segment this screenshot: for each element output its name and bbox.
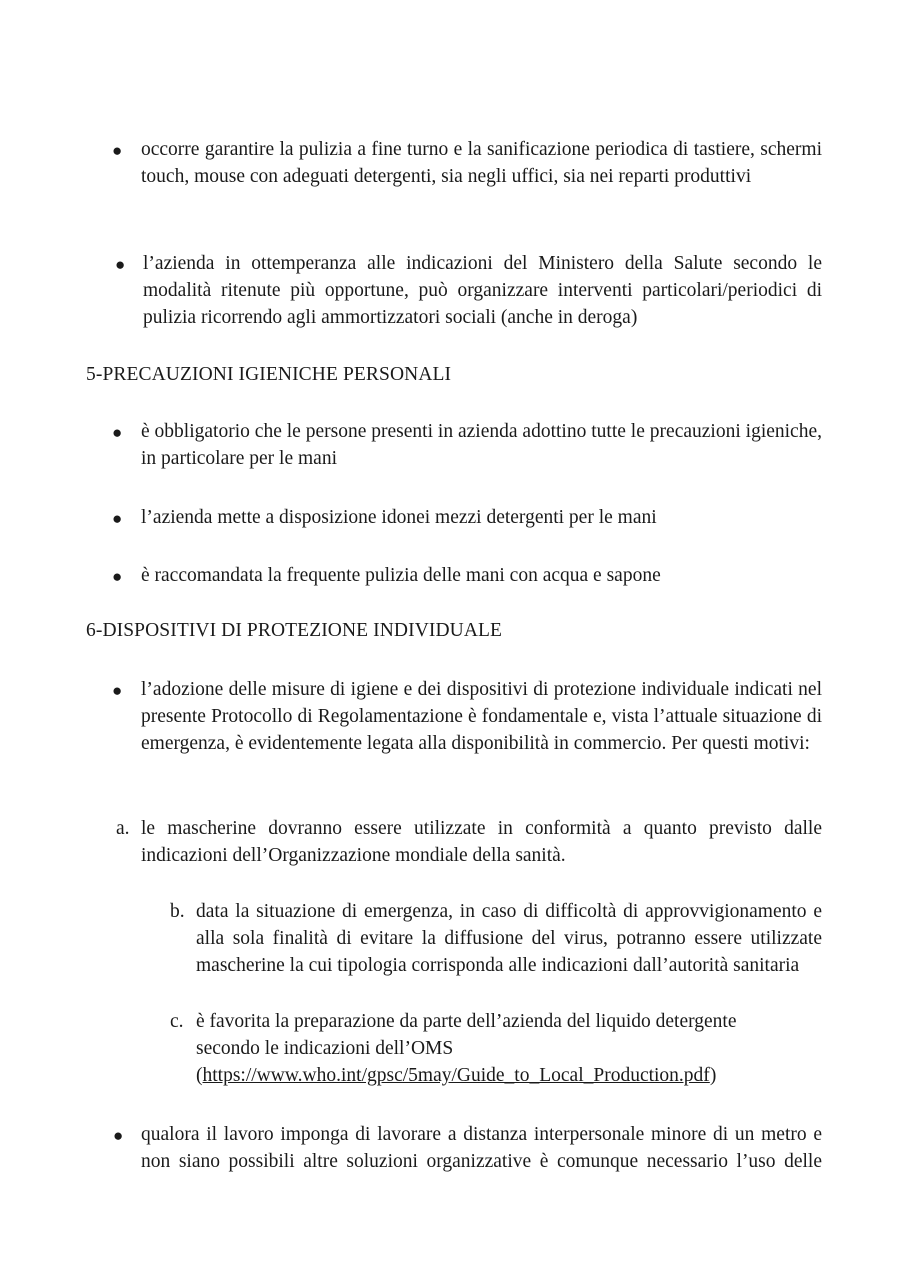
list-item-line: secondo le indicazioni dell’OMS bbox=[196, 1038, 454, 1059]
list-label: c. bbox=[170, 1011, 184, 1032]
who-guide-link[interactable]: https://www.who.int/gpsc/5may/Guide_to_Local_Production.pdf bbox=[202, 1065, 710, 1086]
list-item: le mascherine dovranno essere utilizzate in conformità a quanto previsto dalle indicazioni dell’Organizzazione mondiale della sanità. bbox=[141, 818, 822, 866]
list-label: b. bbox=[170, 901, 185, 922]
bullet-icon: ● bbox=[115, 255, 126, 274]
list-item bbox=[196, 1008, 822, 1089]
bullet-item: è obbligatorio che le persone presenti in azienda adottino tutte le precauzioni igieniche, in particolare per le mani bbox=[141, 421, 822, 469]
list-item-line bbox=[196, 1062, 822, 1089]
bullet-item: l’azienda in ottemperanza alle indicazioni del Ministero della Salute secondo le modalità ritenute più opportune, può organizzare interventi particolari/periodici di pulizia ricorrendo agli ammortizzatori sociali (anche in deroga) bbox=[143, 253, 822, 328]
bullet-item: occorre garantire la pulizia a fine turno e la sanificazione periodica di tastiere, schermi touch, mouse con adeguati detergenti, sia negli uffici, sia nei reparti produttivi bbox=[141, 139, 822, 187]
section-heading: 6-DISPOSITIVI DI PROTEZIONE INDIVIDUALE bbox=[86, 620, 503, 641]
paren-open: ( bbox=[196, 1065, 203, 1086]
list-item: data la situazione di emergenza, in caso di difficoltà di approvvigionamento e alla sola finalità di evitare la diffusione del virus, potranno essere utilizzate mascherine la cui tipologia corrisponda alle indicazioni dall’autorità sanitaria bbox=[196, 901, 822, 976]
bullet-item: è raccomandata la frequente pulizia delle mani con acqua e sapone bbox=[141, 565, 661, 586]
bullet-icon: ● bbox=[112, 681, 123, 700]
list-label: a. bbox=[116, 818, 130, 839]
bullet-icon: ● bbox=[112, 567, 123, 586]
list-item-line: è favorita la preparazione da parte dell’azienda del liquido detergente bbox=[196, 1011, 737, 1032]
paren-close: ) bbox=[709, 1065, 717, 1086]
section-heading: 5-PRECAUZIONI IGIENICHE PERSONALI bbox=[86, 364, 452, 385]
bullet-icon: ● bbox=[112, 509, 123, 528]
bullet-icon: ● bbox=[112, 423, 123, 442]
bullet-item: qualora il lavoro imponga di lavorare a distanza interpersonale minore di un metro e non siano possibili altre soluzioni organizzative è comunque necessario l’uso delle bbox=[141, 1124, 822, 1172]
bullet-item: l’adozione delle misure di igiene e dei dispositivi di protezione individuale indicati nel presente Protocollo di Regolamentazione è fondamentale e, vista l’attuale situazione di emergenza, è evidentemente legata alla disponibilità in commercio. Per questi motivi: bbox=[141, 679, 822, 754]
bullet-icon: ● bbox=[113, 1126, 124, 1145]
bullet-item: l’azienda mette a disposizione idonei mezzi detergenti per le mani bbox=[141, 507, 657, 528]
bullet-icon: ● bbox=[112, 141, 123, 160]
